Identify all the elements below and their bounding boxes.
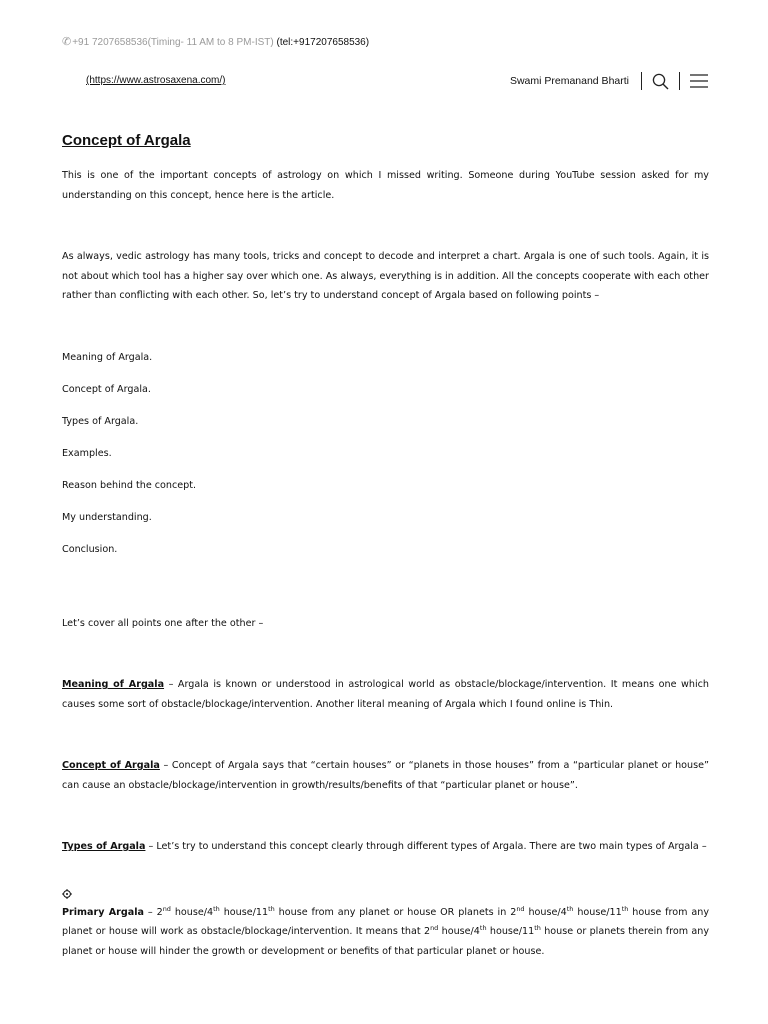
list-item: Meaning of Argala.	[62, 351, 153, 363]
primary-text: house/4	[438, 926, 480, 937]
primary-text: house/4	[524, 906, 567, 918]
primary-text: – 2	[143, 906, 163, 918]
ordinal-suffix: nd	[162, 904, 171, 913]
menu-icon[interactable]	[690, 74, 708, 88]
ordinal-suffix: th	[213, 904, 220, 913]
types-text: – Let’s try to understand this concept clearly through different types of Argala. There are two main types of Argala –	[145, 841, 707, 852]
primary-text: house/11	[573, 906, 622, 918]
primary-text: house/11	[219, 906, 269, 918]
intro-paragraph: This is one of the important concepts of astrology on which I missed writing. Someone during YouTube session asked for my understanding on this concept, hence here is the article.	[62, 170, 709, 201]
list-item: Concept of Argala.	[62, 383, 151, 395]
list-item: Reason behind the concept.	[62, 479, 197, 491]
divider	[641, 72, 642, 90]
concept-heading: Concept of Argala	[62, 760, 160, 771]
ordinal-suffix: th	[268, 904, 275, 913]
gear-icon	[62, 887, 709, 901]
tel-link[interactable]: (tel:+917207658536)	[276, 37, 370, 48]
search-icon[interactable]	[652, 73, 669, 90]
meaning-paragraph	[62, 675, 709, 714]
phone-link[interactable]: +91 7207658536(Timing- 11 AM to 8 PM-IST)	[72, 37, 274, 48]
phone-icon: ✆	[62, 36, 72, 48]
primary-text: house from any planet or house OR planets in 2	[274, 906, 517, 918]
header-actions	[510, 70, 708, 92]
concept-paragraph	[62, 756, 709, 795]
list-item: Conclusion.	[62, 543, 118, 555]
page-title: Concept of Argala	[62, 132, 191, 149]
list-item: My understanding.	[62, 511, 152, 523]
site-home-link[interactable]: (https://www.astrosaxena.com/)	[86, 75, 226, 86]
contact-bar	[62, 35, 369, 48]
ordinal-suffix: th	[479, 923, 487, 932]
list-item: Types of Argala.	[62, 415, 139, 427]
author-name[interactable]: Swami Premanand Bharti	[509, 75, 629, 87]
tools-paragraph: As always, vedic astrology has many tools, tricks and concept to decode and interpret a chart. Argala is one of such tools. Again, it is not about which tool has a higher say over which one. As always, everything is in addition. All the concepts cooperate with each other rather than conflicting with each other. So, let’s try to understand concept of Argala based on following points –	[62, 251, 709, 301]
ordinal-suffix: th	[566, 904, 574, 913]
ordinal-suffix: th	[621, 904, 629, 913]
types-heading: Types of Argala	[62, 841, 146, 852]
ordinal-suffix: th	[534, 923, 541, 932]
concept-text: – Concept of Argala says that “certain houses” or “planets in those houses” from a “particular planet or house” can cause an obstacle/blockage/intervention in growth/results/benefits of that “particular planet or house”.	[62, 760, 709, 791]
primary-heading: Primary Argala	[62, 906, 144, 918]
ordinal-suffix: nd	[430, 923, 439, 932]
cover-line: Let’s cover all points one after the other –	[62, 617, 264, 629]
ordinal-suffix: nd	[516, 904, 525, 913]
meaning-heading: Meaning of Argala	[62, 679, 165, 690]
types-paragraph	[62, 837, 709, 857]
meaning-text: – Argala is known or understood in astrological world as obstacle/blockage/intervention. It means one which causes some sort of obstacle/blockage/intervention. Another literal meaning of Argala which I found online is Thin.	[62, 679, 709, 710]
primary-text: house/11	[486, 926, 535, 937]
article-body	[62, 166, 709, 961]
primary-text: house/4	[170, 906, 214, 918]
primary-argala-paragraph	[62, 903, 709, 962]
primary-text: house or planets therein from any planet or house will hinder the growth or development or benefits of that particular planet or house.	[62, 926, 709, 957]
divider	[679, 72, 680, 90]
primary-text: house from any planet or house will work as obstacle/blockage/intervention. It means that 2	[62, 906, 709, 937]
list-item: Examples.	[62, 447, 112, 459]
